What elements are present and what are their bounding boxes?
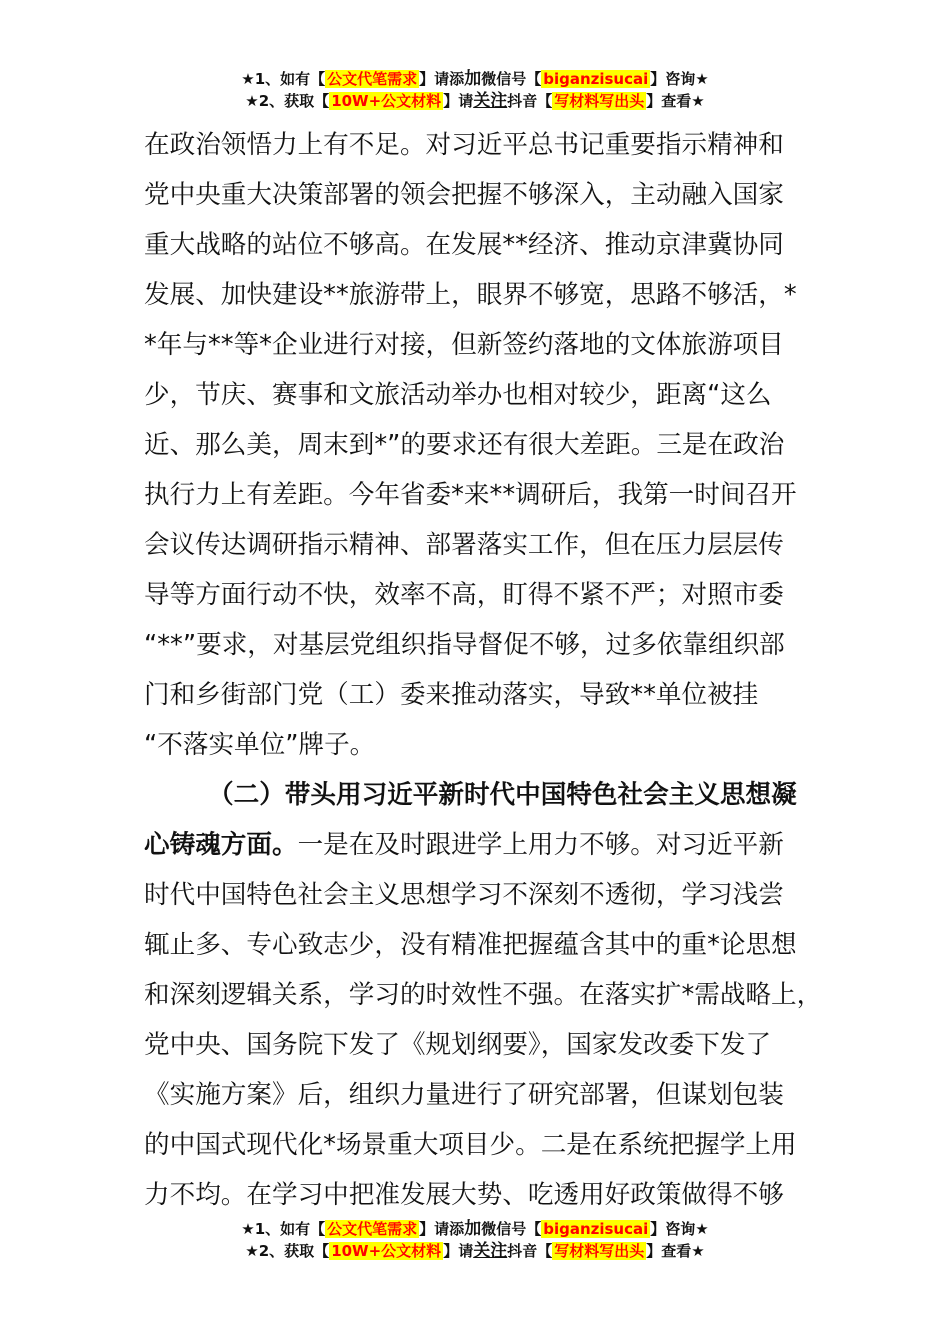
text-line: 少，节庆、赛事和文旅活动举办也相对较少，距离“这么: [144, 380, 772, 410]
banner-line-2: ★2、获取【 10W+公文材料 】请关注抖音【 写材料写出头 】查看★: [245, 1241, 705, 1261]
text-line: 心铸魂方面。一是在及时跟进学上用力不够。对习近平新: [144, 830, 784, 860]
text-line: 执行力上有差距。今年省委*来**调研后，我第一时间召开: [144, 480, 797, 510]
text-line: 党中央、国务院下发了《规划纲要》，国家发改委下发了: [144, 1030, 772, 1060]
text-line: 时代中国特色社会主义思想学习不深刻不透彻，学习浅尝: [144, 880, 784, 910]
text-line: *年与**等*企业进行对接，但新签约落地的文体旅游项目: [144, 330, 784, 360]
text-line: 发展、加快建设**旅游带上，眼界不够宽，思路不够活，*: [144, 280, 797, 310]
document-body: [144, 120, 823, 1220]
text-line: 的中国式现代化*场景重大项目少。二是在系统把握学上用: [144, 1130, 797, 1160]
banner-highlight: 10W+公文材料: [331, 92, 442, 110]
banner-line-2: ★2、获取【 10W+公文材料 】请关注抖音【 写材料写出头 】查看★: [245, 91, 705, 111]
section-heading: （二）带头用习近平新时代中国特色社会主义思想凝: [208, 780, 797, 810]
text-line: “不落实单位”牌子。: [144, 730, 376, 760]
banner-highlight: 写材料写出头: [554, 1242, 645, 1260]
header-banner: [0, 68, 950, 112]
banner-highlight: 公文代笔需求: [327, 1220, 418, 1238]
banner-highlight: 10W+公文材料: [331, 1242, 442, 1260]
text-line: 辄止多、专心致志少，没有精准把握蕴含其中的重*论思想: [144, 930, 797, 960]
text-line: 力不均。在学习中把准发展大势、吃透用好政策做得不够: [144, 1180, 784, 1210]
text-line: 会议传达调研指示精神、部署落实工作，但在压力层层传: [144, 530, 784, 560]
text-line: 重大战略的站位不够高。在发展**经济、推动京津冀协同: [144, 230, 784, 260]
section-heading-end: 心铸魂方面。: [144, 830, 298, 860]
banner-line-1: ★1、如有【 公文代笔需求 】请添加微信号【 biganzisucai 】咨询★: [241, 69, 709, 89]
footer-banner: [0, 1218, 950, 1262]
text-line: “**”要求，对基层党组织指导督促不够，过多依靠组织部: [144, 630, 785, 660]
text-line: 党中央重大决策部署的领会把握不够深入，主动融入国家: [144, 180, 784, 210]
text-line: 和深刻逻辑关系，学习的时效性不强。在落实扩*需战略上，: [144, 980, 823, 1010]
banner-highlight: 写材料写出头: [554, 92, 645, 110]
text-line: 在政治领悟力上有不足。对习近平总书记重要指示精神和: [144, 130, 784, 160]
banner-highlight: 公文代笔需求: [327, 70, 418, 88]
text-line: 《实施方案》后，组织力量进行了研究部署，但谋划包装: [144, 1080, 784, 1110]
text-line: 门和乡街部门党（工）委来推动落实，导致**单位被挂: [144, 680, 759, 710]
banner-highlight: biganzisucai: [543, 70, 649, 88]
banner-highlight: biganzisucai: [543, 1220, 649, 1238]
text-line: 近、那么美，周末到*”的要求还有很大差距。三是在政治: [144, 430, 785, 460]
banner-line-1: ★1、如有【 公文代笔需求 】请添加微信号【 biganzisucai 】咨询★: [241, 1219, 709, 1239]
text-line: 导等方面行动不快，效率不高，盯得不紧不严；对照市委: [144, 580, 784, 610]
